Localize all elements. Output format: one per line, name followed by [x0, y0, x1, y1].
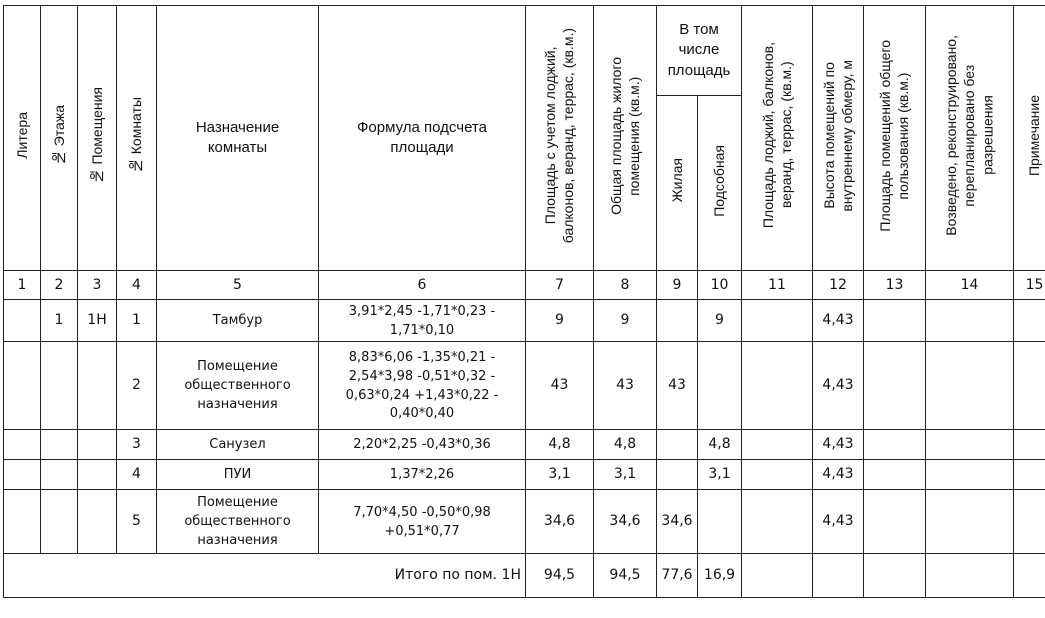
cell-living: 34,6 — [657, 490, 698, 554]
cell-premises — [78, 430, 117, 460]
cell-living — [657, 300, 698, 342]
cell-litera — [4, 490, 41, 554]
column-number: 8 — [594, 271, 657, 300]
column-number: 14 — [926, 271, 1014, 300]
cell-purpose: Санузел — [157, 430, 319, 460]
cell-floor: 1 — [41, 300, 78, 342]
cell-common — [864, 460, 926, 490]
column-number: 15 — [1014, 271, 1045, 300]
cell-auxiliary: 9 — [698, 300, 742, 342]
header-including-area: В том числе площадь — [657, 6, 742, 96]
cell-reconstructed — [926, 430, 1014, 460]
total-reconstructed — [926, 554, 1014, 598]
cell-litera — [4, 300, 41, 342]
cell-formula: 8,83*6,06 -1,35*0,21 - 2,54*3,98 -0,51*0,32 - 0,63*0,24 +1,43*0,22 - 0,40*0,40 — [319, 342, 526, 430]
header-litera: Литера — [4, 6, 41, 271]
column-number: 12 — [813, 271, 864, 300]
column-number: 10 — [698, 271, 742, 300]
cell-note — [1014, 430, 1045, 460]
cell-litera — [4, 430, 41, 460]
cell-litera — [4, 460, 41, 490]
header-row-1 — [4, 6, 1045, 96]
cell-balconies — [742, 460, 813, 490]
cell-note — [1014, 490, 1045, 554]
header-note: Примечание — [1014, 6, 1045, 271]
cell-common — [864, 490, 926, 554]
table-row — [4, 300, 1045, 342]
cell-auxiliary — [698, 490, 742, 554]
column-number: 11 — [742, 271, 813, 300]
cell-total: 43 — [594, 342, 657, 430]
header-reconstructed: Возведено, реконструировано, перепланировано без разрешения — [926, 6, 1014, 271]
cell-formula: 1,37*2,26 — [319, 460, 526, 490]
header-purpose: Назначение комнаты — [157, 6, 319, 271]
cell-area-with-balconies: 4,8 — [526, 430, 594, 460]
column-number: 6 — [319, 271, 526, 300]
header-common-area: Площадь помещений общего пользования (кв.м.) — [864, 6, 926, 271]
cell-formula: 3,91*2,45 -1,71*0,23 - 1,71*0,10 — [319, 300, 526, 342]
cell-living — [657, 430, 698, 460]
cell-floor — [41, 342, 78, 430]
cell-note — [1014, 342, 1045, 430]
cell-note — [1014, 460, 1045, 490]
cell-premises — [78, 342, 117, 430]
cell-auxiliary — [698, 342, 742, 430]
cell-height: 4,43 — [813, 490, 864, 554]
cell-common — [864, 342, 926, 430]
cell-floor — [41, 490, 78, 554]
table-row — [4, 342, 1045, 430]
cell-floor — [41, 460, 78, 490]
cell-note — [1014, 300, 1045, 342]
cell-height: 4,43 — [813, 430, 864, 460]
total-auxiliary: 16,9 — [698, 554, 742, 598]
header-premises-no: № Помещения — [78, 6, 117, 271]
total-area-with-balconies: 94,5 — [526, 554, 594, 598]
column-number: 2 — [41, 271, 78, 300]
cell-litera — [4, 342, 41, 430]
header-floor-no: № Этажа — [41, 6, 78, 271]
header-room-no: № Комнаты — [117, 6, 157, 271]
cell-formula: 7,70*4,50 -0,50*0,98 +0,51*0,77 — [319, 490, 526, 554]
cell-room: 4 — [117, 460, 157, 490]
header-height: Высота помещений по внутреннему обмеру, м — [813, 6, 864, 271]
cell-living — [657, 460, 698, 490]
cell-room: 3 — [117, 430, 157, 460]
column-number: 9 — [657, 271, 698, 300]
cell-total: 34,6 — [594, 490, 657, 554]
cell-area-with-balconies: 9 — [526, 300, 594, 342]
cell-reconstructed — [926, 300, 1014, 342]
column-number: 5 — [157, 271, 319, 300]
header-auxiliary: Подсобная — [698, 96, 742, 271]
column-number: 3 — [78, 271, 117, 300]
total-balconies — [742, 554, 813, 598]
cell-purpose: Помещение общественного назначения — [157, 490, 319, 554]
header-formula: Формула подсчета площади — [319, 6, 526, 271]
column-number: 4 — [117, 271, 157, 300]
cell-area-with-balconies: 3,1 — [526, 460, 594, 490]
cell-auxiliary: 4,8 — [698, 430, 742, 460]
explication-table — [3, 5, 1045, 598]
cell-total: 4,8 — [594, 430, 657, 460]
column-number: 7 — [526, 271, 594, 300]
cell-height: 4,43 — [813, 300, 864, 342]
column-number-row — [4, 271, 1045, 300]
cell-premises: 1Н — [78, 300, 117, 342]
cell-total: 3,1 — [594, 460, 657, 490]
header-total-living-area: Общая площадь жилого помещения (кв.м.) — [594, 6, 657, 271]
cell-auxiliary: 3,1 — [698, 460, 742, 490]
header-area-with-balconies: Площадь с учетом лоджий, балконов, веранд, террас, (кв.м.) — [526, 6, 594, 271]
cell-balconies — [742, 430, 813, 460]
total-height — [813, 554, 864, 598]
total-living: 77,6 — [657, 554, 698, 598]
cell-area-with-balconies: 34,6 — [526, 490, 594, 554]
table-row — [4, 460, 1045, 490]
cell-area-with-balconies: 43 — [526, 342, 594, 430]
total-label: Итого по пом. 1Н — [4, 554, 526, 598]
cell-room: 1 — [117, 300, 157, 342]
cell-formula: 2,20*2,25 -0,43*0,36 — [319, 430, 526, 460]
column-number: 1 — [4, 271, 41, 300]
cell-floor — [41, 430, 78, 460]
cell-premises — [78, 490, 117, 554]
table-row — [4, 430, 1045, 460]
cell-balconies — [742, 300, 813, 342]
cell-total: 9 — [594, 300, 657, 342]
cell-balconies — [742, 490, 813, 554]
cell-room: 2 — [117, 342, 157, 430]
cell-purpose: Тамбур — [157, 300, 319, 342]
cell-reconstructed — [926, 342, 1014, 430]
cell-common — [864, 300, 926, 342]
cell-height: 4,43 — [813, 460, 864, 490]
cell-living: 43 — [657, 342, 698, 430]
column-number: 13 — [864, 271, 926, 300]
cell-balconies — [742, 342, 813, 430]
cell-reconstructed — [926, 490, 1014, 554]
header-living: Жилая — [657, 96, 698, 271]
total-common — [864, 554, 926, 598]
cell-reconstructed — [926, 460, 1014, 490]
total-note — [1014, 554, 1045, 598]
cell-premises — [78, 460, 117, 490]
total-row — [4, 554, 1045, 598]
cell-purpose: ПУИ — [157, 460, 319, 490]
cell-common — [864, 430, 926, 460]
header-balconies-area: Площадь лоджий, балконов, веранд, террас, (кв.м.) — [742, 6, 813, 271]
total-total: 94,5 — [594, 554, 657, 598]
cell-purpose: Помещение общественного назначения — [157, 342, 319, 430]
cell-room: 5 — [117, 490, 157, 554]
table-row — [4, 490, 1045, 554]
cell-height: 4,43 — [813, 342, 864, 430]
